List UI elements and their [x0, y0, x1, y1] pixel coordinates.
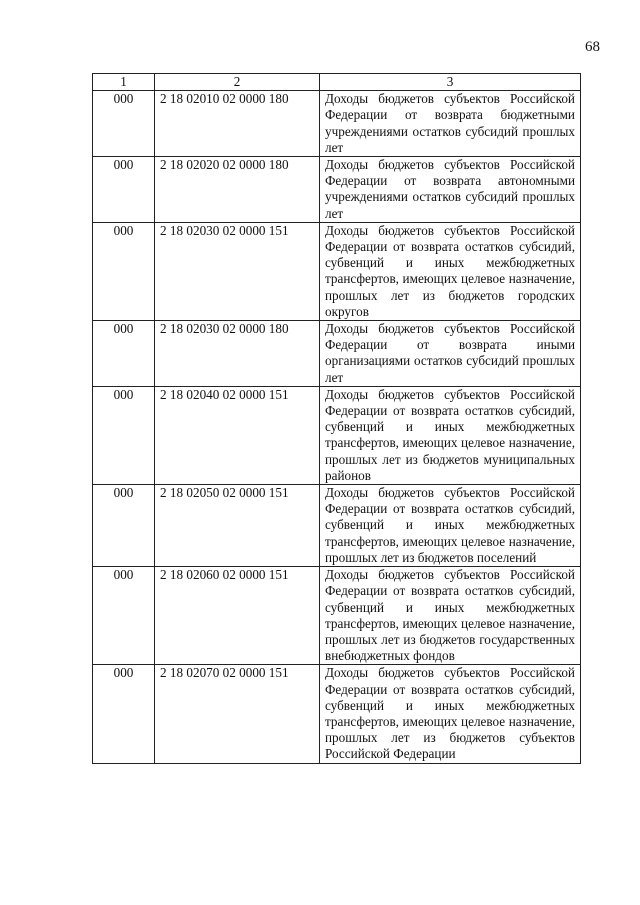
budget-classification-table	[92, 73, 581, 764]
page-number: 68	[585, 39, 600, 55]
header-row	[93, 74, 581, 91]
budget-code-cell: 2 18 02070 02 0000 151	[155, 665, 320, 763]
table-body	[93, 91, 581, 763]
revenue-name-cell: Доходы бюджетов субъектов Российской Федерации от возврата остатков субсидий, субвенций и иных межбюджетных трансфертов, имеющих целевое назначение, прошлых лет из бюджетов государственных внебюджетных фондов	[320, 567, 581, 665]
table-header	[93, 74, 581, 91]
table-row	[93, 222, 581, 320]
column-header-2: 2	[155, 74, 320, 91]
column-header-3: 3	[320, 74, 581, 91]
table-row	[93, 665, 581, 763]
budget-code-cell: 2 18 02060 02 0000 151	[155, 567, 320, 665]
revenue-name-cell: Доходы бюджетов субъектов Российской Федерации от возврата автономными учреждениями остатков субсидий прошлых лет	[320, 157, 581, 223]
administrator-code-cell: 000	[93, 386, 155, 484]
budget-code-cell: 2 18 02010 02 0000 180	[155, 91, 320, 157]
administrator-code-cell: 000	[93, 567, 155, 665]
administrator-code-cell: 000	[93, 222, 155, 320]
table-row	[93, 386, 581, 484]
administrator-code-cell: 000	[93, 157, 155, 223]
budget-code-cell: 2 18 02030 02 0000 180	[155, 321, 320, 387]
revenue-name-cell: Доходы бюджетов субъектов Российской Федерации от возврата остатков субсидий, субвенций и иных межбюджетных трансфертов, имеющих целевое назначение, прошлых лет из бюджетов городских округов	[320, 222, 581, 320]
budget-code-cell: 2 18 02030 02 0000 151	[155, 222, 320, 320]
budget-code-cell: 2 18 02050 02 0000 151	[155, 485, 320, 567]
administrator-code-cell: 000	[93, 321, 155, 387]
revenue-name-cell: Доходы бюджетов субъектов Российской Федерации от возврата остатков субсидий, субвенций и иных межбюджетных трансфертов, имеющих целевое назначение, прошлых лет из бюджетов субъектов Российской Федерации	[320, 665, 581, 763]
column-header-1: 1	[93, 74, 155, 91]
administrator-code-cell: 000	[93, 665, 155, 763]
revenue-name-cell: Доходы бюджетов субъектов Российской Федерации от возврата иными организациями остатков субсидий прошлых лет	[320, 321, 581, 387]
table-row	[93, 567, 581, 665]
administrator-code-cell: 000	[93, 91, 155, 157]
budget-code-cell: 2 18 02020 02 0000 180	[155, 157, 320, 223]
table-row	[93, 321, 581, 387]
budget-code-cell: 2 18 02040 02 0000 151	[155, 386, 320, 484]
revenue-name-cell: Доходы бюджетов субъектов Российской Федерации от возврата бюджетными учреждениями остатков субсидий прошлых лет	[320, 91, 581, 157]
revenue-name-cell: Доходы бюджетов субъектов Российской Федерации от возврата остатков субсидий, субвенций и иных межбюджетных трансфертов, имеющих целевое назначение, прошлых лет из бюджетов муниципальных районов	[320, 386, 581, 484]
administrator-code-cell: 000	[93, 485, 155, 567]
table-row	[93, 91, 581, 157]
table-row	[93, 157, 581, 223]
table-row	[93, 485, 581, 567]
revenue-name-cell: Доходы бюджетов субъектов Российской Федерации от возврата остатков субсидий, субвенций и иных межбюджетных трансфертов, имеющих целевое назначение, прошлых лет из бюджетов поселений	[320, 485, 581, 567]
